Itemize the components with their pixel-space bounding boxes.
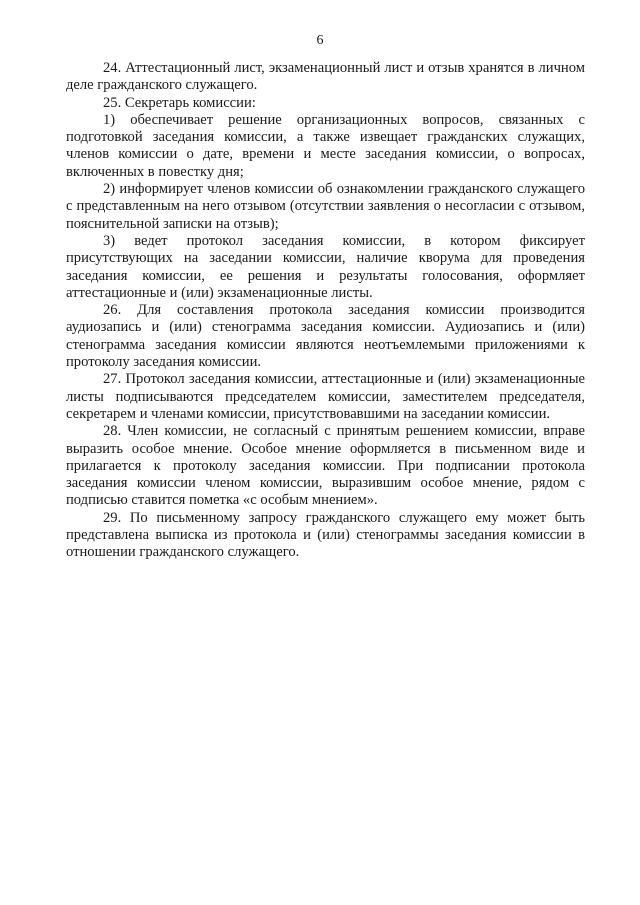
paragraph-25-item-3: 3) ведет протокол заседания комиссии, в котором фиксирует присутствующих на заседании комиссии, наличие кворума для проведения заседания комиссии, ее решения и результаты голосования, оформляет аттестационные и (или) экзаменационные листы. (66, 232, 585, 301)
paragraph-25-item-2: 2) информирует членов комиссии об ознакомлении гражданского служащего с представленным на него отзывом (отсутствии заявления о несогласии с отзывом, пояснительной записки на отзыв); (66, 181, 585, 232)
paragraph-26: 26. Для составления протокола заседания комиссии производится аудиозапись и (или) стенограмма заседания комиссии. Аудиозапись и (или) стенограмма заседания комиссии являются неотъемлемыми приложениями к протоколу заседания комиссии. (66, 302, 585, 371)
paragraph-27: 27. Протокол заседания комиссии, аттестационные и (или) экзаменационные листы подписываются председателем комиссии, заместителем председателя, секретарем и членами комиссии, присутствовавшими на заседании комиссии. (66, 371, 585, 422)
paragraph-29: 29. По письменному запросу гражданского служащего ему может быть представлена выписка из протокола и (или) стенограммы заседания комиссии в отношении гражданского служащего. (66, 509, 585, 561)
paragraph-25: 25. Секретарь комиссии: (103, 94, 256, 111)
paragraph-25-item-1: 1) обеспечивает решение организационных вопросов, связанных с подготовкой заседания комиссии, а также извещает гражданских служащих, членов комиссии о дате, времени и месте заседания комиссии, о вопросах, включенных в повестку дня; (66, 111, 585, 180)
document-body (66, 60, 585, 562)
page-number: 6 (316, 33, 324, 48)
paragraph-28: 28. Член комиссии, не согласный с принятым решением комиссии, вправе выразить особое мнение. Особое мнение оформляется в письменном виде и прилагается к протоколу заседания комиссии. При подписании протокола заседания комиссии членом комиссии, выразившим особое мнение, рядом с подписью ставится пометка «с особым мнением». (66, 423, 585, 509)
paragraph-24: 24. Аттестационный лист, экзаменационный лист и отзыв хранятся в личном деле гражданского служащего. (66, 60, 585, 94)
